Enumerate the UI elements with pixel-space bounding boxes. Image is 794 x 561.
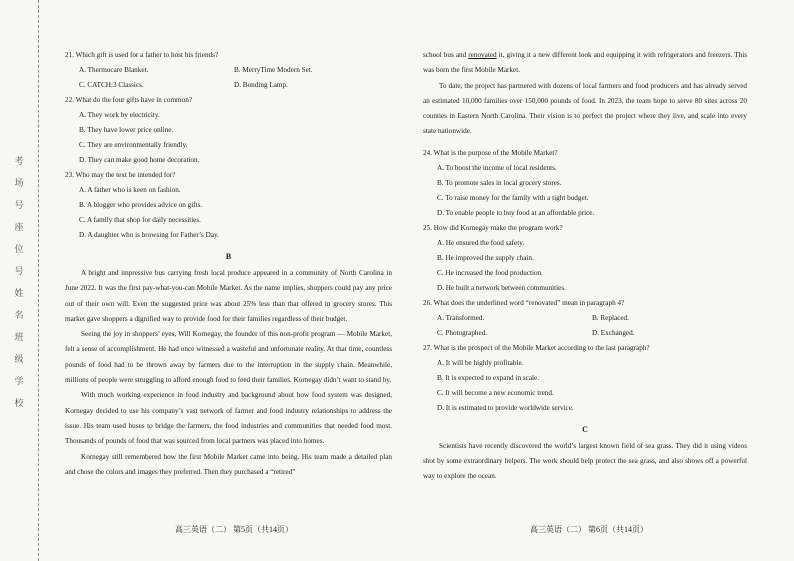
question-25-option-b: B. He improved the supply chain. xyxy=(437,253,534,262)
question-26-option-a: A. Transformed. xyxy=(437,313,485,322)
question-26-options-row-2 xyxy=(437,326,747,341)
question-27-option-b: B. It is expected to expand in scale. xyxy=(437,373,539,382)
passage-c-paragraph-1: Scientists have recently discovered the world’s largest known field of sea grass. They did it using videos shot by some extraordinary helpers. The work should help protect the sea grass, and also shows off a powerful way to explore the ocean. xyxy=(423,441,747,481)
question-23-option-a: A. A father who is keen on fashion. xyxy=(79,186,181,194)
question-27-option-c: C. It will become a new economic trend. xyxy=(437,388,554,397)
question-23-option-b: B. A blogger who provides advice on gifts. xyxy=(79,201,203,209)
question-21-option-b: B. MerryTime Modern Set. xyxy=(234,66,313,74)
passage-b-paragraph-4-continued xyxy=(423,48,747,79)
question-26-option-c: C. Photographed. xyxy=(437,328,488,337)
question-23-stem: 23. Who may the text be intended for? xyxy=(65,171,176,179)
question-26-stem: 26. What does the underlined word “renovated” mean in paragraph 4? xyxy=(423,298,625,307)
passage-b-paragraph-2: Seeing the joy in shoppers’ eyes, Will Kornegay, the founder of this non-profit program — Mobile Market, felt a sense of accomplishment. He had once witnessed a wasteful and unfortunate reality. At that time, countless pounds of food had to be thrown away by farmers due to the interruption in the supply chain. Meanwhile, millions of people were struggling to afford enough food to feed their families. Kornegay didn’t want to stand by. xyxy=(65,330,392,385)
question-21-stem: 21. Which gift is used for a father to host his friends? xyxy=(65,51,219,59)
question-25-option-c: C. He increased the food production. xyxy=(437,268,543,277)
question-24-option-b: B. To promote sales in local grocery stores. xyxy=(437,178,562,187)
question-21-option-c: C. CATCH:3 Classics. xyxy=(79,81,144,89)
question-27-option-a: A. It will be highly profitable. xyxy=(437,358,524,367)
question-24-stem: 24. What is the purpose of the Mobile Market? xyxy=(423,148,558,157)
question-22-stem: 22. What do the four gifts have in common? xyxy=(65,96,193,104)
question-26-option-b: B. Replaced. xyxy=(592,313,629,322)
binding-margin xyxy=(0,0,39,561)
question-24-option-a: A. To boost the income of local residents. xyxy=(437,163,557,172)
question-21-option-d: D. Bonding Lamp. xyxy=(234,81,288,89)
question-24-option-c: C. To raise money for the family with a tight budget. xyxy=(437,193,589,202)
question-25-stem: 25. How did Kornegay make the program work? xyxy=(423,223,563,232)
question-21-options-row-1 xyxy=(79,63,392,78)
right-page-column xyxy=(423,48,747,485)
section-c-heading: C xyxy=(582,424,588,434)
margin-info-text: 考 场 号 座 位 号 姓 名 班 级 学 校 xyxy=(14,156,24,408)
question-22-option-d: D. They can make good home decoration. xyxy=(79,156,200,164)
page-footer-right: 高三英语（二） 第6页（共14页） xyxy=(530,525,648,534)
question-24-option-d: D. To enable people to buy food at an affordable price. xyxy=(437,208,595,217)
paragraph-4-text-before: school bus and xyxy=(423,51,469,59)
passage-b-paragraph-3: With much working experience in food industry and background about how food system was designed, Kornegay decided to use his company’s vast network of farmer and food industry relationships to address the issue. His team used buses to bridge the farmers, the food industries and communities that needed food most. Thousands of pounds of food that was sourced from local partners was placed into homes. xyxy=(65,391,392,446)
left-page-column xyxy=(65,48,392,480)
question-23-option-c: C. A family that shop for daily necessities. xyxy=(79,216,201,224)
section-b-heading: B xyxy=(225,252,232,261)
underlined-word-renovated: renovated xyxy=(468,51,497,59)
paragraph-4-text-after: it, giving it a new different look and equipping it with refrigerators and freezers. This was born the first Mobile Market. xyxy=(423,51,747,75)
question-22-option-c: C. They are environmentally friendly. xyxy=(79,141,188,149)
page-footer-left: 高三英语（二） 第5页（共14页） xyxy=(175,525,293,534)
question-27-option-d: D. It is estimated to provide worldwide service. xyxy=(437,403,574,412)
question-26-options-row-1 xyxy=(437,311,747,326)
question-22-option-b: B. They have lower price online. xyxy=(79,126,174,134)
question-21-options-row-2 xyxy=(79,78,392,93)
question-21-option-a: A. Thermocare Blanket. xyxy=(79,66,149,74)
question-25-option-a: A. He ensured the food safety. xyxy=(437,238,525,247)
passage-b-paragraph-1: A bright and impressive bus carrying fresh local produce appeared in a community of North Carolina in June 2022. It was the first pay-what-you-can Mobile Market. As the name implies, shoppers could pay any price out of their own will. Even the suggested price was about 25% less than that offered in grocery stores. This market gave shoppers a dignified way to provide food for their families regardless of their budget. xyxy=(65,269,392,323)
passage-b-paragraph-5: To date, the project has partnered with dozens of local farmers and food producers and has already served an estimated 10,000 families over 150,000 pounds of food. In 2023, the team hope to serve 80 sites across 20 counties in Eastern North Carolina. Their vision is to perfect the project where they live, and scale into every state nationwide. xyxy=(423,81,747,136)
question-23-option-d: D. A daughter who is browsing for Father’s Day. xyxy=(79,231,219,239)
passage-b-paragraph-4: Kornegay still remembered how the first Mobile Market came into being. His team made a detailed plan and chose the colors and images they preferred. Then they purchased a “retired” xyxy=(65,452,392,476)
question-22-option-a: A. They work by electricity. xyxy=(79,111,160,119)
question-27-stem: 27. What is the prospect of the Mobile Market according to the last paragraph? xyxy=(423,343,650,352)
question-25-option-d: D. He built a network between communities. xyxy=(437,283,566,292)
question-26-option-d: D. Exchanged. xyxy=(592,328,635,337)
